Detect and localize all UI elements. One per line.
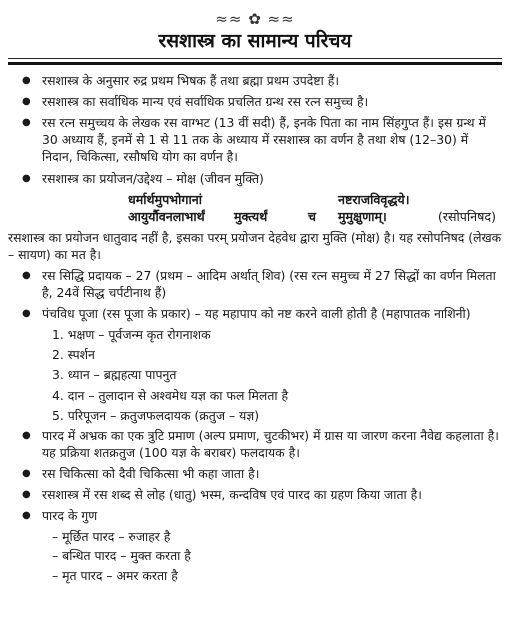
title-rule-thick [8,62,502,65]
bullet-item: ● रसशास्त्र का सर्वाधिक मान्य एवं सर्वाधिक प्रचलित ग्रन्थ रस रत्न समुच्च है। [8,93,502,110]
title-ornament: ≈≈ ✿ ≈≈ [215,10,295,28]
verse-word: मुमुक्षुणाम्। [338,208,387,224]
numbered-item: 2. स्पर्शन [52,347,95,363]
verse-word: मुक्त्यर्थं [234,208,268,224]
numbered-item: 5. परिपूजन – क्रतुजफलदायक (क्रतुज – यज्ञ) [52,407,260,423]
bullet-item: ● रसशास्त्र का प्रयोजन/उद्देश्य – मोक्ष (जीवन मुक्ति) [8,170,502,187]
bullet-item: ● रस रत्न समुच्चय के लेखक रस वाग्भट (13 वीं सदी) हैं, इनके पिता का नाम सिंहगुप्त हैं। इस ग्रन्थ में 30 अध्याय हैं, इनमें से 1 से 11 तक के अध्याय में रसशास्त्र का वर्णन है तथा शेष (12–30) में निदान, चिकित्सा, रसौषधि योग का वर्णन है। [8,114,502,165]
numbered-item: 3. ध्यान – ब्रह्महत्या पापनुत [52,367,177,383]
verse-source: (रसोपनिषद) [437,208,496,224]
title-rule-thin [8,58,502,59]
numbered-item: 1. भक्षण – पूर्वजन्म कृत रोगनाशक [52,327,211,343]
bullet-item: ● रस चिकित्सा को दैवी चिकित्सा भी कहा जाता है। [8,465,502,482]
paragraph-text: रसशास्त्र का प्रयोजन धातुवाद नहीं है, इसका परम् प्रयोजन देहवेध द्वारा मुक्ति (मोक्ष) है। यह रसोपनिषद (लेखक – सायण) का मत है। [8,229,502,262]
sub-item: – बन्धित पारद – मुक्त करता है [52,548,191,564]
bullet-item: ● रस सिद्धि प्रदायक – 27 (प्रथम – आदिम अर्थात् शिव) (रस रत्न समुच्च में 27 सिद्धों का वर्णन मिलता है, 24वें सिद्ध चर्पटीनाथ हैं) [8,267,502,301]
document-body [8,72,502,586]
bullet-item: ● पंचविध पूजा (रस पूजा के प्रकार) – यह महापाप को नष्ट करने वाली होती है (महापातक नाशिनी) [8,305,502,322]
numbered-item: 4. दान – तुलादान से अश्वमेध यज्ञ का फल मिलता है [52,387,289,403]
bullet-item: ● रसशास्त्र के अनुसार रुद्र प्रथम भिषक हैं तथा ब्रह्मा प्रथम उपदेष्टा हैं। [8,72,502,89]
bullet-item: ● पारद में अभ्रक का एक त्रुटि प्रमाण (अल्प प्रमाण, चुटकीभर) में ग्रास या जारण करना नैवेद्य कहलाता है। यह प्रक्रिया शतक्रतुज (100 यज्ञ के बराबर) फलदायक है। [8,427,502,461]
verse-word: आयुर्यौवनलाभार्थं [128,208,205,224]
bullet-item: ● पारद के गुण [8,507,502,524]
verse-word: धर्मार्थमुपभोगानां [128,191,202,207]
sub-item: – मृत पारद – अमर करता है [52,567,178,583]
verse-line-2 [128,208,496,225]
bullet-item: ● रसशास्त्र में रस शब्द से लोह (धातु) भस्म, कन्दविष एवं पारद का ग्रहण किया जाता है। [8,486,502,503]
verse-line-1 [128,191,496,208]
page-title: रसशास्त्र का सामान्य परिचय [158,30,352,52]
sub-item: – मूर्छित पारद – रुजाहर है [52,529,171,545]
verse-word: नष्टराजविवृद्धये। [338,191,410,207]
verse-word: च [308,208,316,224]
